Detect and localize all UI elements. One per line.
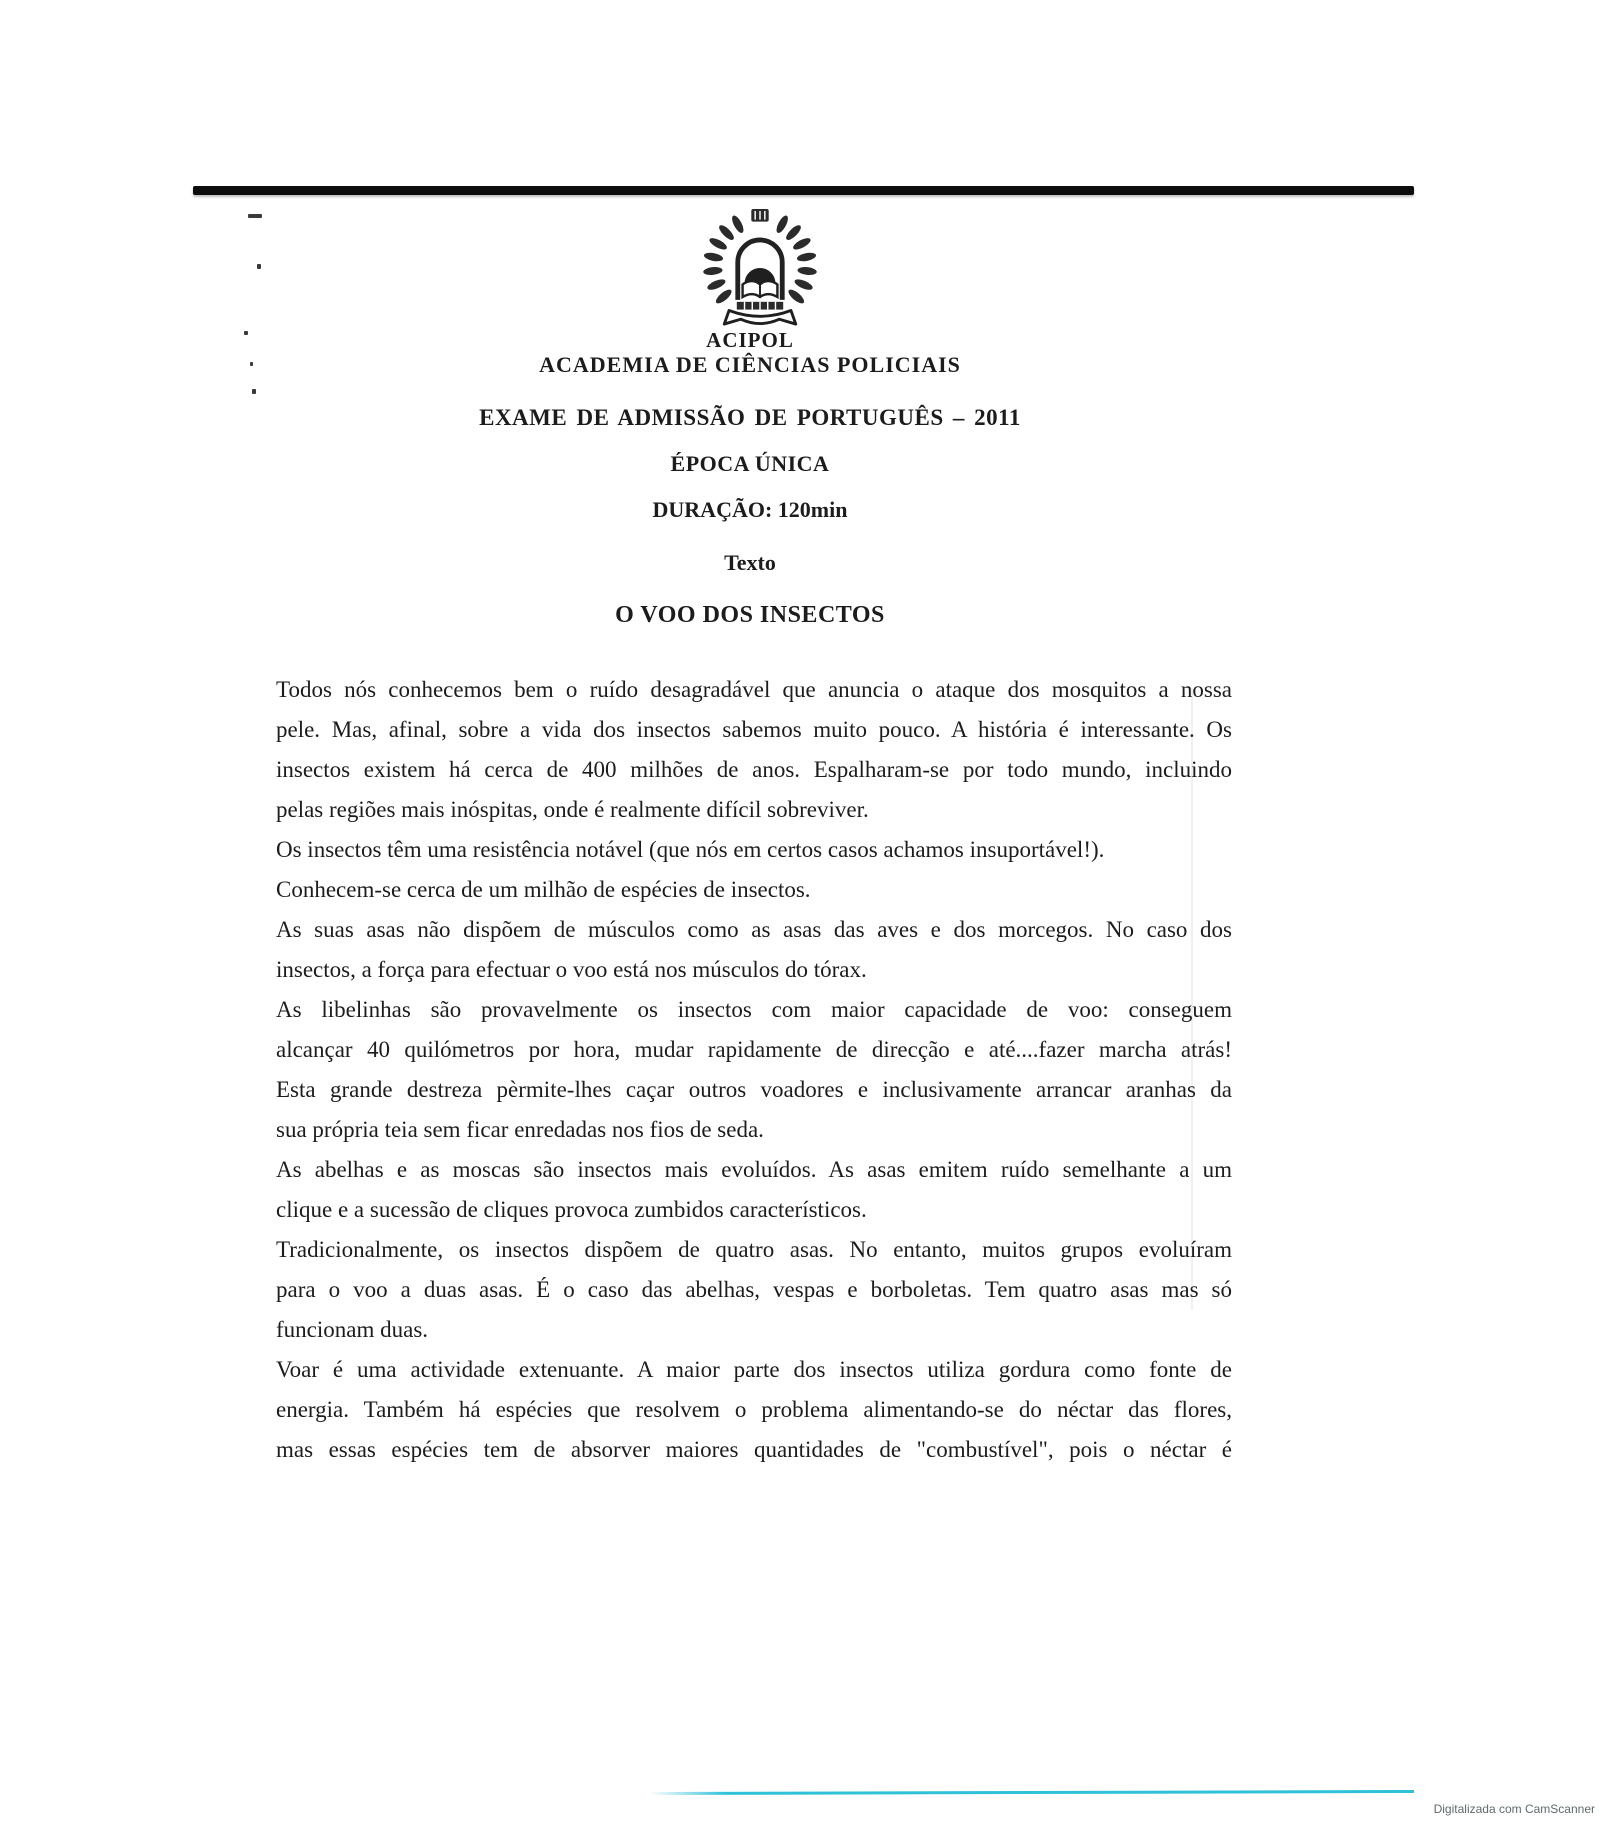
laurel-wreath-open-book-icon [702, 206, 818, 330]
exam-duration: DURAÇÃO: 120min [652, 497, 848, 522]
text-line: clique e a sucessão de cliques provoca zumbidos característicos. [276, 1197, 867, 1222]
text-line: Esta grande destreza pèrmite-lhes caçar outros voadores e inclusivamente arrancar aranhas da [276, 1077, 1232, 1102]
reading-text-title: O VOO DOS INSECTOS [615, 602, 885, 628]
scan-top-bar [193, 186, 1414, 195]
scan-speck [244, 331, 248, 335]
scan-speck [250, 362, 253, 366]
text-line: Conhecem-se cerca de um milhão de espécies de insectos. [276, 877, 811, 902]
scan-speck [248, 214, 262, 218]
text-line: insectos, a força para efectuar o voo está nos músculos do tórax. [276, 957, 867, 982]
scan-speck [252, 389, 256, 394]
text-line: sua própria teia sem ficar enredadas nos fios de seda. [276, 1117, 764, 1142]
exam-epoch: ÉPOCA ÚNICA [670, 451, 830, 476]
text-line: energia. Também há espécies que resolvem o problema alimentando-se do néctar das flores, [276, 1397, 1232, 1422]
text-line: Todos nós conhecemos bem o ruído desagradável que anuncia o ataque dos mosquitos a nossa [276, 677, 1232, 702]
text-line: As suas asas não dispõem de músculos como as asas das aves e dos morcegos. No caso dos [276, 917, 1232, 942]
text-line: Voar é uma actividade extenuante. A maior parte dos insectos utiliza gordura como fonte de [276, 1357, 1232, 1382]
org-name: ACADEMIA DE CIÊNCIAS POLICIAIS [539, 352, 961, 377]
text-line: As abelhas e as moscas são insectos mais evoluídos. As asas emitem ruído semelhante a um [276, 1157, 1232, 1182]
text-line: mas essas espécies tem de absorver maiores quantidades de "combustível", pois o néctar é [276, 1437, 1232, 1462]
text-line: funcionam duas. [276, 1317, 429, 1342]
section-label: Texto [724, 550, 776, 575]
org-abbreviation: ACIPOL [706, 328, 794, 352]
text-line: pelas regiões mais inóspitas, onde é realmente difícil sobreviver. [276, 797, 869, 822]
text-line: As libelinhas são provavelmente os insectos com maior capacidade de voo: conseguem [276, 997, 1232, 1022]
text-line: para o voo a duas asas. É o caso das abelhas, vespas e borboletas. Tem quatro asas mas só [276, 1277, 1232, 1302]
scan-speck [257, 264, 261, 269]
camscanner-accent-line [650, 1790, 1414, 1795]
camscanner-credit: Digitalizada com CamScanner [1433, 1802, 1595, 1816]
text-line: insectos existem há cerca de 400 milhões de anos. Espalharam-se por todo mundo, incluindo [276, 757, 1232, 782]
text-line: Os insectos têm uma resistência notável (que nós em certos casos achamos insuportável!). [276, 837, 1105, 862]
text-line: pele. Mas, afinal, sobre a vida dos insectos sabemos muito pouco. A história é interessante. Os [276, 717, 1232, 742]
text-line: Tradicionalmente, os insectos dispõem de quatro asas. No entanto, muitos grupos evoluíram [276, 1237, 1232, 1262]
text-line: alcançar 40 quilómetros por hora, mudar rapidamente de direcção e até....fazer marcha atrás! [276, 1037, 1232, 1062]
exam-title: EXAME DE ADMISSÃO DE PORTUGUÊS – 2011 [479, 405, 1021, 430]
text-body [276, 670, 1232, 1470]
acipol-crest-logo [702, 206, 818, 330]
